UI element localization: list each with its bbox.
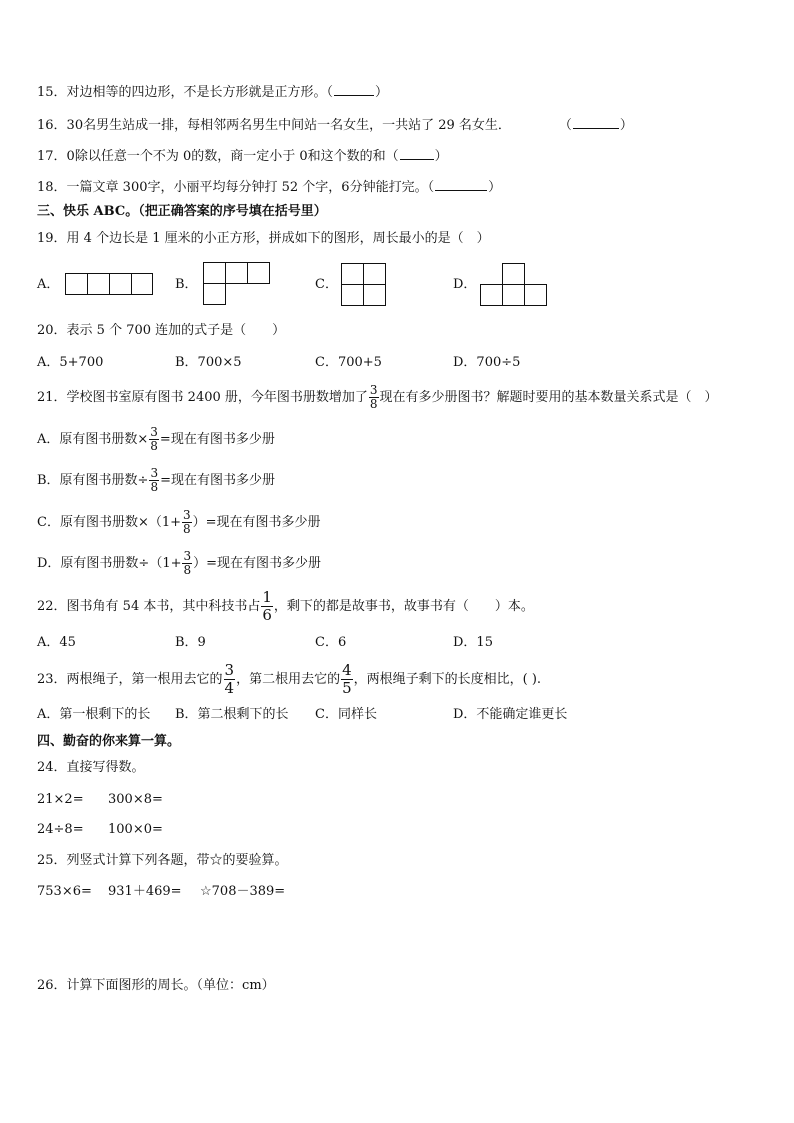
fraction-3-8: $\frac{3}{8}$ — [150, 425, 158, 453]
q23-option-a[interactable]: A．第一根剩下的长 — [37, 707, 151, 722]
option-b-label: B． — [175, 277, 198, 292]
question-22-text-a: 22．图书角有 54 本书，其中科技书占 — [37, 599, 261, 614]
question-16 — [37, 116, 633, 134]
answer-blank-17[interactable] — [400, 147, 434, 160]
option-d-label: D． — [453, 277, 477, 292]
shape-c-square[interactable] — [341, 263, 386, 306]
fraction-1-6: $\frac{1}{6}$ — [262, 588, 272, 624]
paren-close: ） — [434, 149, 448, 164]
q22-option-b[interactable]: B．9 — [175, 635, 206, 650]
shape-a-row-of-four[interactable] — [65, 273, 153, 295]
answer-blank-16[interactable] — [573, 116, 619, 129]
question-15 — [37, 83, 388, 101]
fraction-3-8: $\frac{3}{8}$ — [183, 508, 191, 536]
question-26-text: 26．计算下面图形的周长。（单位：cm） — [37, 978, 275, 993]
question-23-text-c: ，两根绳子剩下的长度相比，( ). — [353, 672, 542, 687]
q21-option-a[interactable]: A．原有图书册数× $\frac{3}{8}$ =现在有图书多少册 — [37, 425, 275, 453]
fraction-3-8: $\frac{3}{8}$ — [183, 549, 192, 577]
fraction-4-5: $\frac{4}{5}$ — [342, 661, 352, 697]
question-18 — [37, 178, 501, 196]
question-23 — [37, 662, 541, 697]
option-a-label: A． — [37, 277, 60, 292]
q23-option-b[interactable]: B．第二根剩下的长 — [175, 707, 289, 722]
calc-21x2: 21×2= — [37, 792, 84, 807]
q21-option-d[interactable]: D．原有图书册数÷（1+ $\frac{3}{8}$ ）=现在有图书多少册 — [37, 549, 322, 577]
calc-300x8: 300×8= — [108, 792, 163, 807]
shape-d-t-form[interactable] — [480, 263, 547, 306]
paren-open: （ — [558, 118, 572, 133]
question-18-text: 18．一篇文章 300字，小丽平均每分钟打 52 个字，6分钟能打完。（ — [37, 180, 435, 195]
q23-option-c[interactable]: C．同样长 — [315, 707, 377, 722]
question-17-text: 17．0除以任意一个不为 0的数，商一定小于 0和这个数的和（ — [37, 149, 399, 164]
question-21 — [37, 384, 718, 412]
question-20-text: 20．表示 5 个 700 连加的式子是（ ） — [37, 323, 286, 338]
calc-708minus389-star: ☆708－389= — [200, 884, 286, 899]
question-22 — [37, 589, 534, 624]
fraction-3-8: $\frac{3}{8}$ — [150, 466, 159, 494]
calc-931plus469: 931＋469= — [108, 884, 182, 899]
calc-100x0: 100×0= — [108, 822, 163, 837]
question-25-text: 25．列竖式计算下列各题，带☆的要验算。 — [37, 853, 288, 868]
paren-close: ） — [488, 180, 502, 195]
question-24-text: 24．直接写得数。 — [37, 760, 145, 775]
calc-24div8: 24÷8= — [37, 822, 84, 837]
answer-blank-15[interactable] — [334, 83, 374, 96]
paren-close: ） — [375, 85, 389, 100]
shape-b-l-form[interactable] — [203, 262, 270, 305]
fraction-3-8: $\frac{3}{8}$ — [369, 383, 378, 411]
question-23-text-a: 23．两根绳子，第一根用去它的 — [37, 672, 223, 687]
option-c-label: C． — [315, 277, 338, 292]
question-21-text-b: 现在有多少册图书？解题时要用的基本数量关系式是（ ） — [379, 390, 718, 405]
q22-option-d[interactable]: D．15 — [453, 635, 493, 650]
q20-option-b[interactable]: B．700×5 — [175, 355, 242, 370]
question-23-text-b: ，第二根用去它的 — [236, 672, 341, 687]
q22-option-a[interactable]: A．45 — [37, 635, 76, 650]
question-15-text: 15．对边相等的四边形，不是长方形就是正方形。（ — [37, 85, 334, 100]
question-19-text: 19．用 4 个边长是 1 厘米的小正方形，拼成如下的图形，周长最小的是（ ） — [37, 231, 490, 246]
calc-753x6: 753×6= — [37, 884, 92, 899]
q22-option-c[interactable]: C．6 — [315, 635, 347, 650]
q20-option-a[interactable]: A．5+700 — [37, 355, 104, 370]
question-16-text: 16．30名男生站成一排，每相邻两名男生中间站一名女生，一共站了 29 名女生． — [37, 118, 511, 133]
paren-close: ） — [619, 118, 633, 133]
section-4-heading: 四、勤奋的你来算一算。 — [37, 734, 181, 749]
question-21-text-a: 21．学校图书室原有图书 2400 册，今年图书册数增加了 — [37, 390, 368, 405]
q20-option-c[interactable]: C．700+5 — [315, 355, 382, 370]
answer-blank-18[interactable] — [435, 178, 487, 191]
section-3-heading: 三、快乐 ABC。（把正确答案的序号填在括号里） — [37, 204, 327, 219]
fraction-3-4: $\frac{3}{4}$ — [224, 661, 235, 697]
q23-option-d[interactable]: D．不能确定谁更长 — [453, 707, 568, 722]
question-22-text-b: ，剩下的都是故事书，故事书有（ ）本。 — [273, 599, 534, 614]
question-17 — [37, 147, 448, 165]
q20-option-d[interactable]: D．700÷5 — [453, 355, 521, 370]
q21-option-c[interactable]: C．原有图书册数×（1+ $\frac{3}{8}$ ）=现在有图书多少册 — [37, 508, 321, 536]
q21-option-b[interactable]: B．原有图书册数÷ $\frac{3}{8}$ =现在有图书多少册 — [37, 466, 275, 494]
